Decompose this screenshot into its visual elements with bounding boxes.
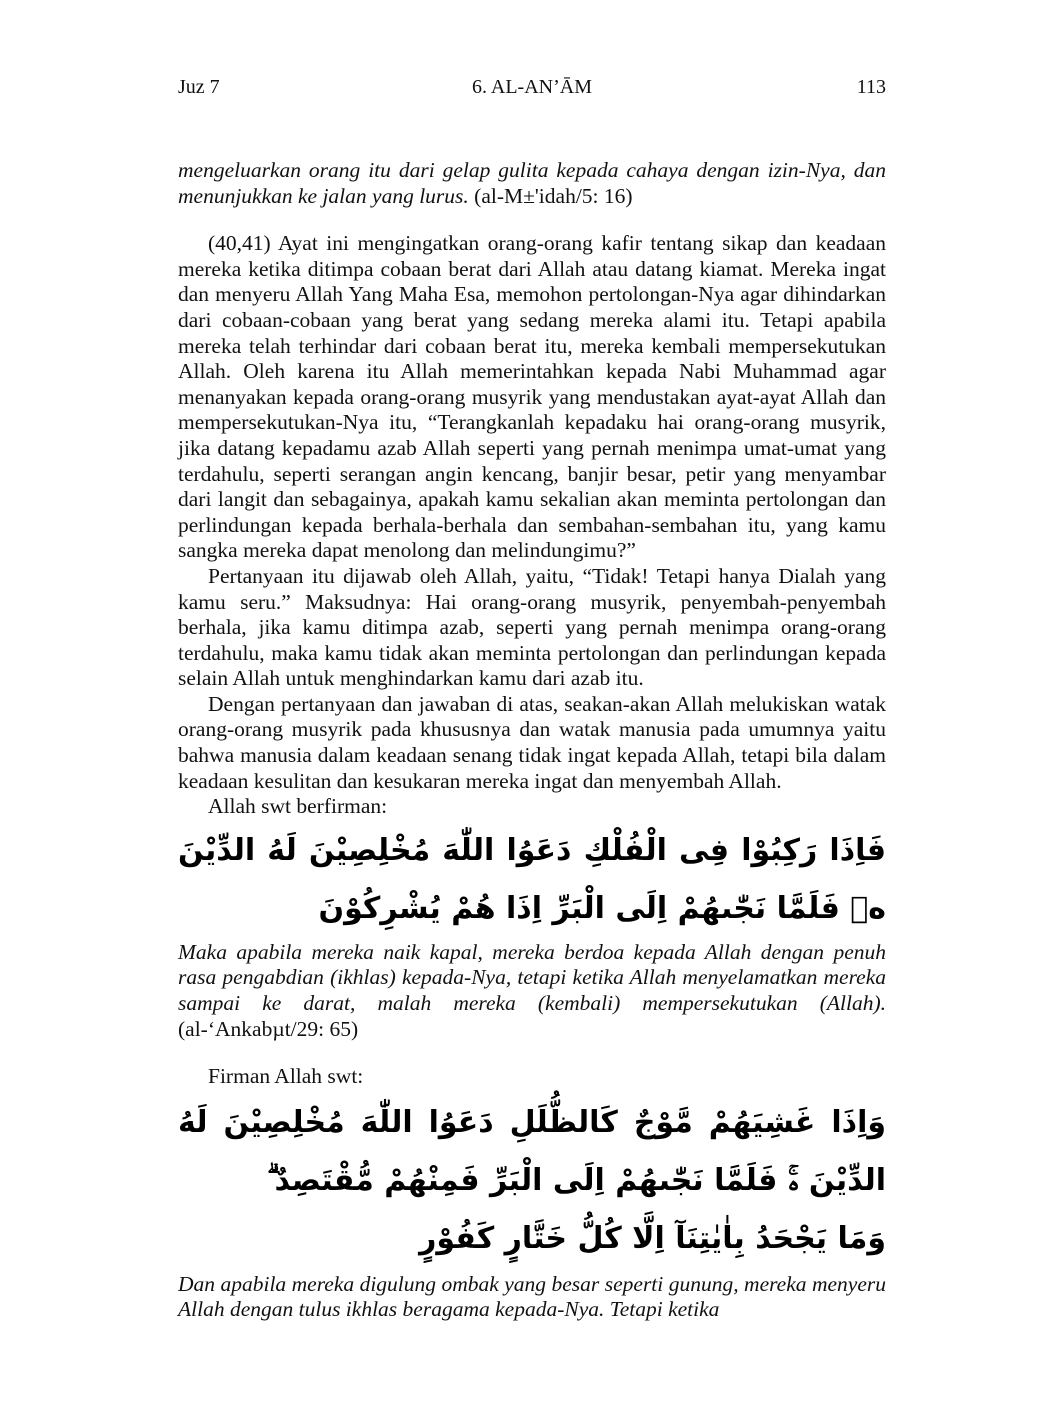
surah-title: 6. AL-AN’ĀM [472, 76, 592, 98]
page-content [178, 158, 886, 1323]
translation-verse-2: Dan apabila mereka digulung ombak yang besar seperti gunung, mereka menyeru Allah dengan tulus ikhlas beragama kepada-Nya. Tetapi ketika [178, 1271, 886, 1322]
paragraph-character: Dengan pertanyaan dan jawaban di atas, seakan-akan Allah melukiskan watak orang-orang musyrik pada khususnya dan watak manusia pada umumnya yaitu bahwa manusia dalam keadaan senang tidak ingat kepada Allah, tetapi bila dalam keadaan kesulitan dan kesukaran mereka ingat dan menyembah Allah. [178, 691, 886, 793]
page-header [178, 76, 886, 102]
quote-reference: (al-M±'idah/5: 16) [474, 183, 633, 208]
translation-verse-1 [178, 940, 886, 1042]
quote-continuation [178, 158, 886, 209]
juz-label: Juz 7 [178, 76, 220, 98]
translation-reference-1: (al-‘Ankabµt/29: 65) [178, 1016, 359, 1041]
intro-verse-2: Firman Allah swt: [208, 1064, 364, 1089]
intro-verse-1: Allah swt berfirman: [208, 794, 388, 819]
translation-text-1: Maka apabila mereka naik kapal, mereka berdoa kepada Allah dengan penuh rasa pengabdian (ikhlas) kepada-Nya, tetapi ketika Allah menyelamatkan mereka sampai ke darat, malah mereka (kembali) mempersekutukan (Allah). [178, 939, 886, 1016]
arabic-verse-1: فَاِذَا رَكِبُوْا فِى الْفُلْكِ دَعَوُا اللّٰهَ مُخْلِصِيْنَ لَهُ الدِّيْنَ ەۚ فَلَمَّا نَجّٰىهُمْ اِلَى الْبَرِّ اِذَا هُمْ يُشْرِكُوْنَ [178, 832, 886, 926]
arabic-verse-2-line-2: وَمَا يَجْحَدُ بِاٰيٰتِنَآ اِلَّا كُلُّ خَتَّارٍ كَفُوْرٍ [419, 1220, 886, 1256]
quote-text: mengeluarkan orang itu dari gelap gulita kepada cahaya dengan izin-Nya, dan menunjukkan ke jalan yang lurus. [178, 158, 886, 208]
arabic-verse-2-line-1: وَاِذَا غَشِيَهُمْ مَّوْجٌ كَالظُّلَلِ دَعَوُا اللّٰهَ مُخْلِصِيْنَ لَهُ الدِّيْنَ ەۚ فَلَمَّا نَجّٰىهُمْ اِلَى الْبَرِّ فَمِنْهُمْ مُّقْتَصِدٌ ۗ [178, 1104, 886, 1198]
arabic-verse-2 [178, 1094, 886, 1268]
spacer [178, 1042, 886, 1064]
page-number: 113 [856, 76, 886, 98]
paragraph-40-41: (40,41) Ayat ini mengingatkan orang-orang kafir tentang sikap dan keadaan mereka ketika ditimpa cobaan berat dari Allah atau datang kiamat. Mereka ingat dan menyeru Allah Yang Maha Esa, memohon pertolongan-Nya agar dihindarkan dari cobaan-cobaan yang berat yang sedang mereka alami itu. Tetapi apabila mereka telah terhindar dari cobaan berat itu, mereka kembali mempersekutukan Allah. Oleh karena itu Allah memerintahkan kepada Nabi Muhammad agar menanyakan kepada orang-orang musyrik yang mendustakan ayat-ayat Allah dan mempersekutukan-Nya itu, “Terangkanlah kepadaku hai orang-orang musyrik, jika datang kepadamu azab Allah seperti yang pernah menimpa umat-umat yang terdahulu, seperti serangan angin kencang, banjir besar, petir yang menyambar dari langit dan sebagainya, apakah kamu sekalian akan meminta pertolongan dan perlindungan kepada berhala-berhala dan sembahan-sembahan itu, yang kamu sangka mereka dapat menolong dan melindungimu?” [178, 231, 886, 563]
spacer [178, 209, 886, 231]
paragraph-answer: Pertanyaan itu dijawab oleh Allah, yaitu, “Tidak! Tetapi hanya Dialah yang kamu seru.” Maksudnya: Hai orang-orang musyrik, penyembah-penyembah berhala, jika kamu ditimpa azab, seperti yang pernah menimpa orang-orang terdahulu, maka kamu tidak akan meminta pertolongan dan perlindungan kepada selain Allah untuk menghindarkan kamu dari azab itu. [178, 563, 886, 691]
